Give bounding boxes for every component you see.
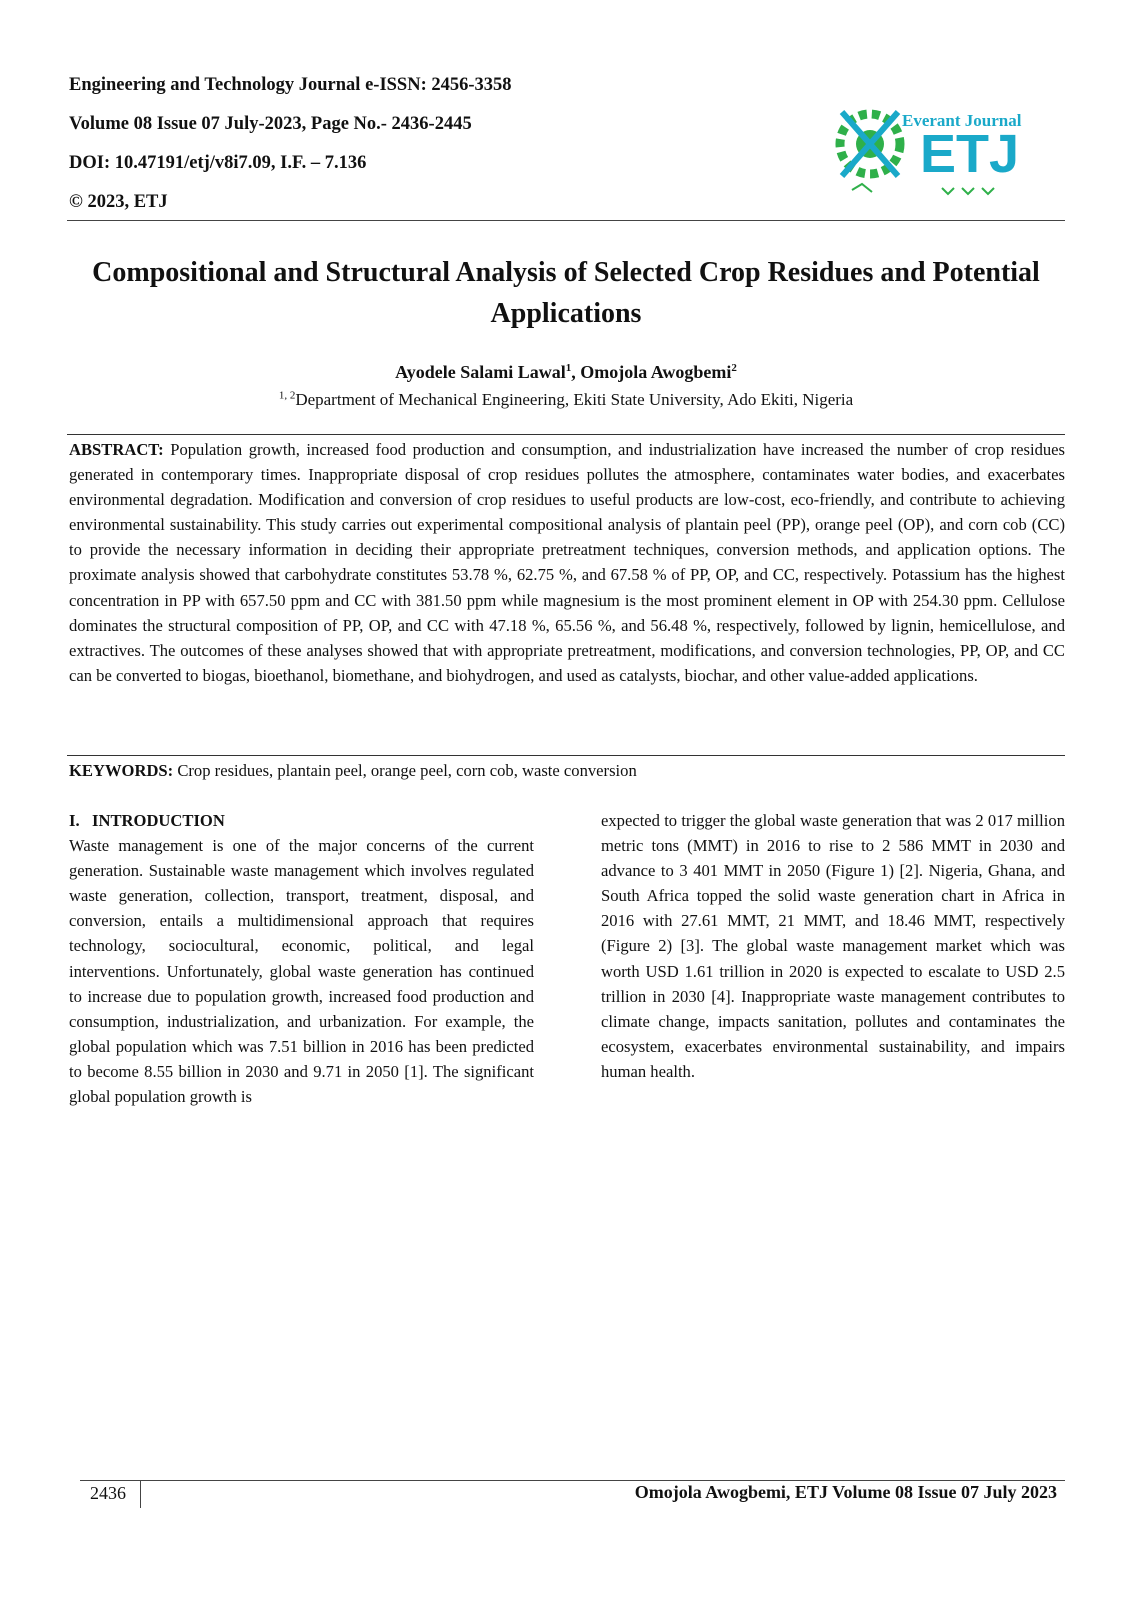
- logo-main-text: ETJ: [920, 124, 1020, 184]
- left-column: [69, 808, 534, 1109]
- affiliation-marker: 1, 2: [278, 389, 296, 402]
- logo-top-text: Everant Journal: [902, 111, 1022, 130]
- affiliation: [67, 390, 1065, 410]
- header-divider: [67, 220, 1065, 221]
- journal-header: [69, 66, 512, 222]
- author-list: [67, 362, 1065, 383]
- footer-citation: Omojola Awogbemi, ETJ Volume 08 Issue 07 July 2023: [634, 1482, 1057, 1502]
- abstract-text: Population growth, increased food production and consumption, and industrialization have increased the number of crop residues generated in contemporary times. Inappropriate disposal of crop residues pollutes the atmosphere, contaminates water bodies, and exacerbates environmental degradation. Modification and conversion of crop residues to useful products are low-cost, eco-friendly, and contribute to achieving environmental sustainability. This study carries out experimental compositional analysis of plantain peel (PP), orange peel (OP), and corn cob (CC) to provide the necessary information in deciding their appropriate pretreatment techniques, conversion methods, and application options. The proximate analysis showed that carbohydrate constitutes 53.78 %, 62.75 %, and 67.58 % of PP, OP, and CC, respectively. Potassium has the highest concentration in PP with 657.50 ppm and CC with 381.50 ppm while magnesium is the most prominent element in OP with 254.30 ppm. Cellulose dominates the structural composition of PP, OP, and CC with 47.18 %, 65.56 %, and 56.48 %, respectively, followed by lignin, hemicellulose, and extractives. The outcomes of these analyses showed that with appropriate pretreatment, modifications, and conversion technologies, PP, OP, and CC can be converted to biogas, bioethanol, biomethane, and biohydrogen, and used as catalysts, biochar, and other value-added applications.: [69, 440, 1065, 685]
- journal-doi: DOI: 10.47191/etj/v8i7.09, I.F. – 7.136: [69, 153, 367, 173]
- author-affiliation-marker: 1: [565, 362, 572, 374]
- gear-icon: [840, 112, 900, 176]
- keywords: [69, 758, 1065, 783]
- author-separator: ,: [571, 362, 581, 382]
- paragraph: expected to trigger the global waste generation that was 2 017 million metric tons (MMT) in 2016 to rise to 2 586 MMT in 2030 and advance to 3 401 MMT in 2050 (Figure 1) [2]. Nigeria, Ghana, and South Africa topped the solid waste generation chart in Africa in 2016 with 27.61 MMT, 21 MMT, and 18.46 MMT, respectively (Figure 2) [3]. The global waste management market which was worth USD 1.61 trillion in 2020 is expected to escalate to USD 2.5 trillion in 2030 [4]. Inappropriate waste management contributes to climate change, impacts sanitation, pollutes and contaminates the ecosystem, exacerbates environmental sustainability, and impairs human health.: [601, 811, 1065, 1081]
- section-heading: I. INTRODUCTION: [69, 811, 225, 830]
- journal-issn: Engineering and Technology Journal e-ISSN: 2456-3358: [69, 75, 512, 95]
- footer-divider: [80, 1480, 1065, 1481]
- abstract-top-divider: [67, 434, 1065, 435]
- abstract-bottom-divider: [67, 755, 1065, 756]
- keywords-label: KEYWORDS:: [69, 761, 174, 780]
- abstract-label: ABSTRACT:: [69, 440, 164, 459]
- right-column: [601, 808, 1065, 1084]
- paper-title: Compositional and Structural Analysis of Selected Crop Residues and Potential Applications: [92, 257, 1040, 329]
- abstract: [69, 437, 1065, 688]
- author-name: Omojola Awogbemi: [580, 362, 732, 382]
- etj-logo: [822, 92, 1042, 202]
- footer-separator: [140, 1480, 141, 1508]
- author-affiliation-marker: 2: [731, 362, 737, 374]
- journal-copyright: © 2023, ETJ: [69, 192, 168, 212]
- keywords-text: Crop residues, plantain peel, orange peel, corn cob, waste conversion: [173, 761, 637, 780]
- paragraph: Waste management is one of the major concerns of the current generation. Sustainable waste management which involves regulated waste generation, collection, transport, treatment, disposal, and conversion, entails a multidimensional approach that requires technology, sociocultural, economic, political, and legal interventions. Unfortunately, global waste generation has continued to increase due to population growth, increased food production and consumption, industrialization, and urbanization. For example, the global population which was 7.51 billion in 2016 has been predicted to become 8.55 billion in 2030 and 9.71 in 2050 [1]. The significant global population growth is: [69, 836, 534, 1107]
- affiliation-text: Department of Mechanical Engineering, Ekiti State University, Ado Ekiti, Nigeria: [295, 390, 854, 409]
- page-number: 2436: [90, 1483, 126, 1503]
- author-name: Ayodele Salami Lawal: [395, 362, 566, 382]
- journal-volume: Volume 08 Issue 07 July-2023, Page No.- 2436-2445: [69, 114, 472, 134]
